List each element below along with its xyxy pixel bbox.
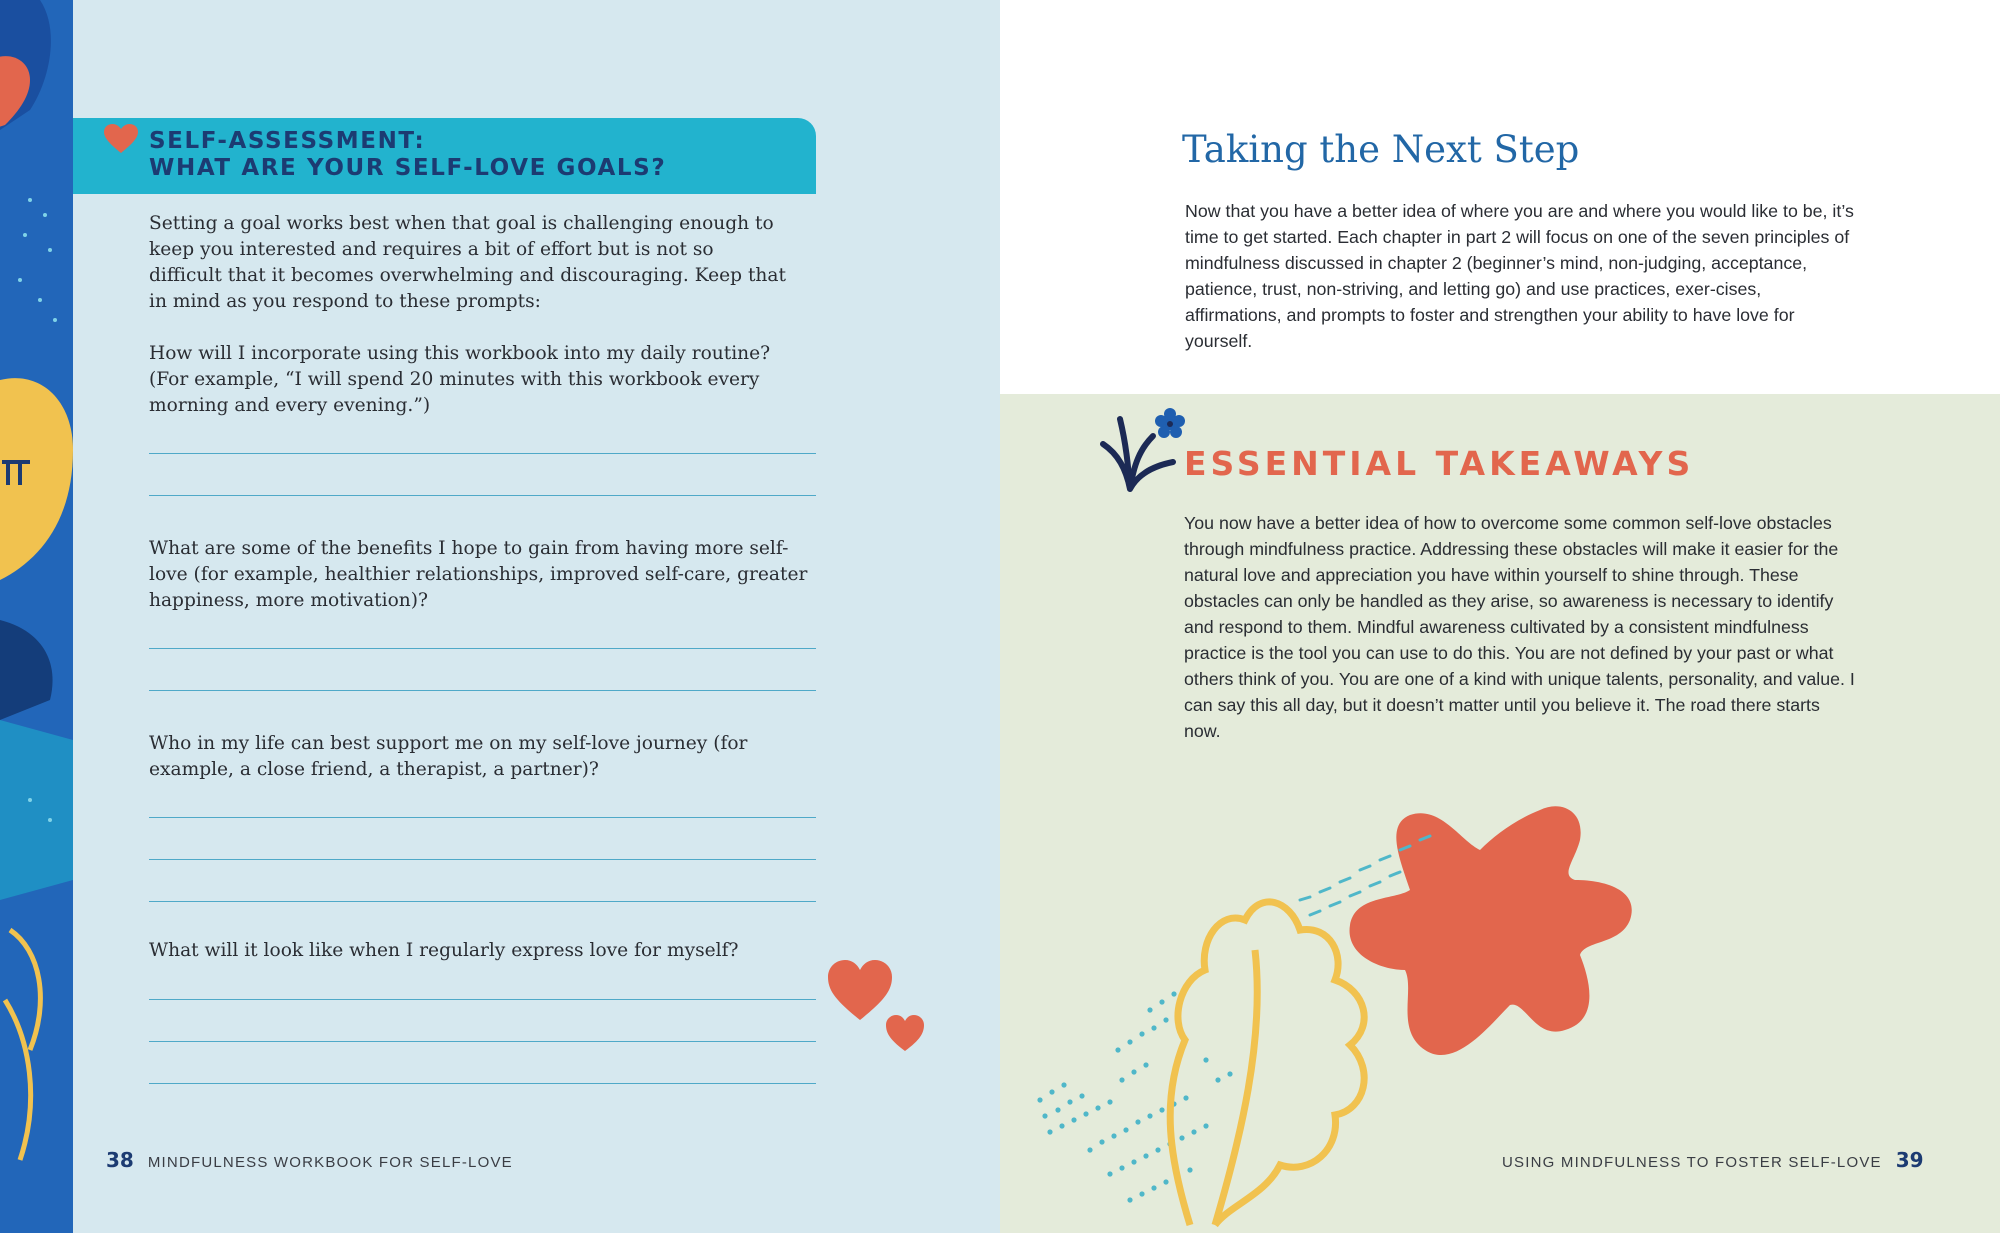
right-footer: [1502, 1148, 1924, 1172]
answer-line[interactable]: [149, 1041, 816, 1042]
running-head: USING MINDFULNESS TO FOSTER SELF-LOVE: [1502, 1154, 1882, 1171]
takeaways-paragraph: You now have a better idea of how to overcome some common self-love obstacles through mindfulness practice. Addressing these obstacles will make it easier for the natural love and appreciation you have within yourself to shine through. These obstacles can only be handled as they arise, so awareness is necessary to identify and respond to them. Mindful awareness cultivated by a consistent mindfulness practice is the tool you can use to do this. You are not defined by your past or what others think of you. You are one of a kind with unique talents, personality, and value. I can say this all day, but it doesn’t matter until you believe it. The road there starts now.: [1184, 513, 1855, 741]
page-number: 38: [106, 1148, 134, 1172]
left-footer: [106, 1148, 513, 1172]
leaf-decoration: [1170, 902, 1364, 1225]
prompt-2: What are some of the benefits I hope to gain from having more self-love (for example, healthier relationships, improved self-care, greater happiness, more motivation)?: [149, 538, 808, 611]
hearts-icon: [820, 945, 940, 1055]
sprig-icon: [1098, 404, 1188, 494]
answer-line[interactable]: [149, 999, 816, 1000]
answer-line[interactable]: [149, 817, 816, 818]
answer-line[interactable]: [149, 901, 816, 902]
heading-line-2: WHAT ARE YOUR SELF-LOVE GOALS?: [149, 155, 667, 181]
takeaways-title: ESSENTIAL TAKEAWAYS: [1184, 444, 1695, 483]
heart-icon: [104, 124, 138, 154]
answer-line[interactable]: [149, 859, 816, 860]
intro-paragraph: Setting a goal works best when that goal is challenging enough to keep you interested and requires a bit of effort but is not so difficult that it becomes overwhelming and discouraging. Keep that in mind as you respond to these prompts:: [149, 213, 786, 312]
prompt-1: How will I incorporate using this workbook into my daily routine? (For example, “I will spend 20 minutes with this workbook every morning and every evening.”): [149, 343, 771, 416]
answer-line[interactable]: [149, 1083, 816, 1084]
answer-line[interactable]: [149, 495, 816, 496]
page-number: 39: [1895, 1148, 1924, 1172]
answer-line[interactable]: [149, 648, 816, 649]
prompt-4: What will it look like when I regularly express love for myself?: [149, 940, 739, 961]
prompt-3: Who in my life can best support me on my self-love journey (for example, a close friend, a therapist, a partner)?: [149, 733, 748, 780]
decorative-strip: [0, 0, 73, 1233]
answer-line[interactable]: [149, 690, 816, 691]
next-step-title: Taking the Next Step: [1182, 128, 1580, 171]
section-heading: [149, 128, 666, 182]
answer-line[interactable]: [149, 453, 816, 454]
next-step-paragraph: Now that you have a better idea of where you are and where you would like to be, it’s time to get started. Each chapter in part 2 will focus on one of the seven principles of mindfulness discussed in chapter 2 (beginner’s mind, non-judging, acceptance, patience, trust, non-striving, and letting go) and use practices, exer-cises, affirmations, and prompts to foster and strengthen your ability to have love for yourself.: [1185, 201, 1854, 351]
running-head: MINDFULNESS WORKBOOK FOR SELF-LOVE: [147, 1154, 513, 1171]
heading-line-1: SELF-ASSESSMENT:: [149, 128, 426, 154]
